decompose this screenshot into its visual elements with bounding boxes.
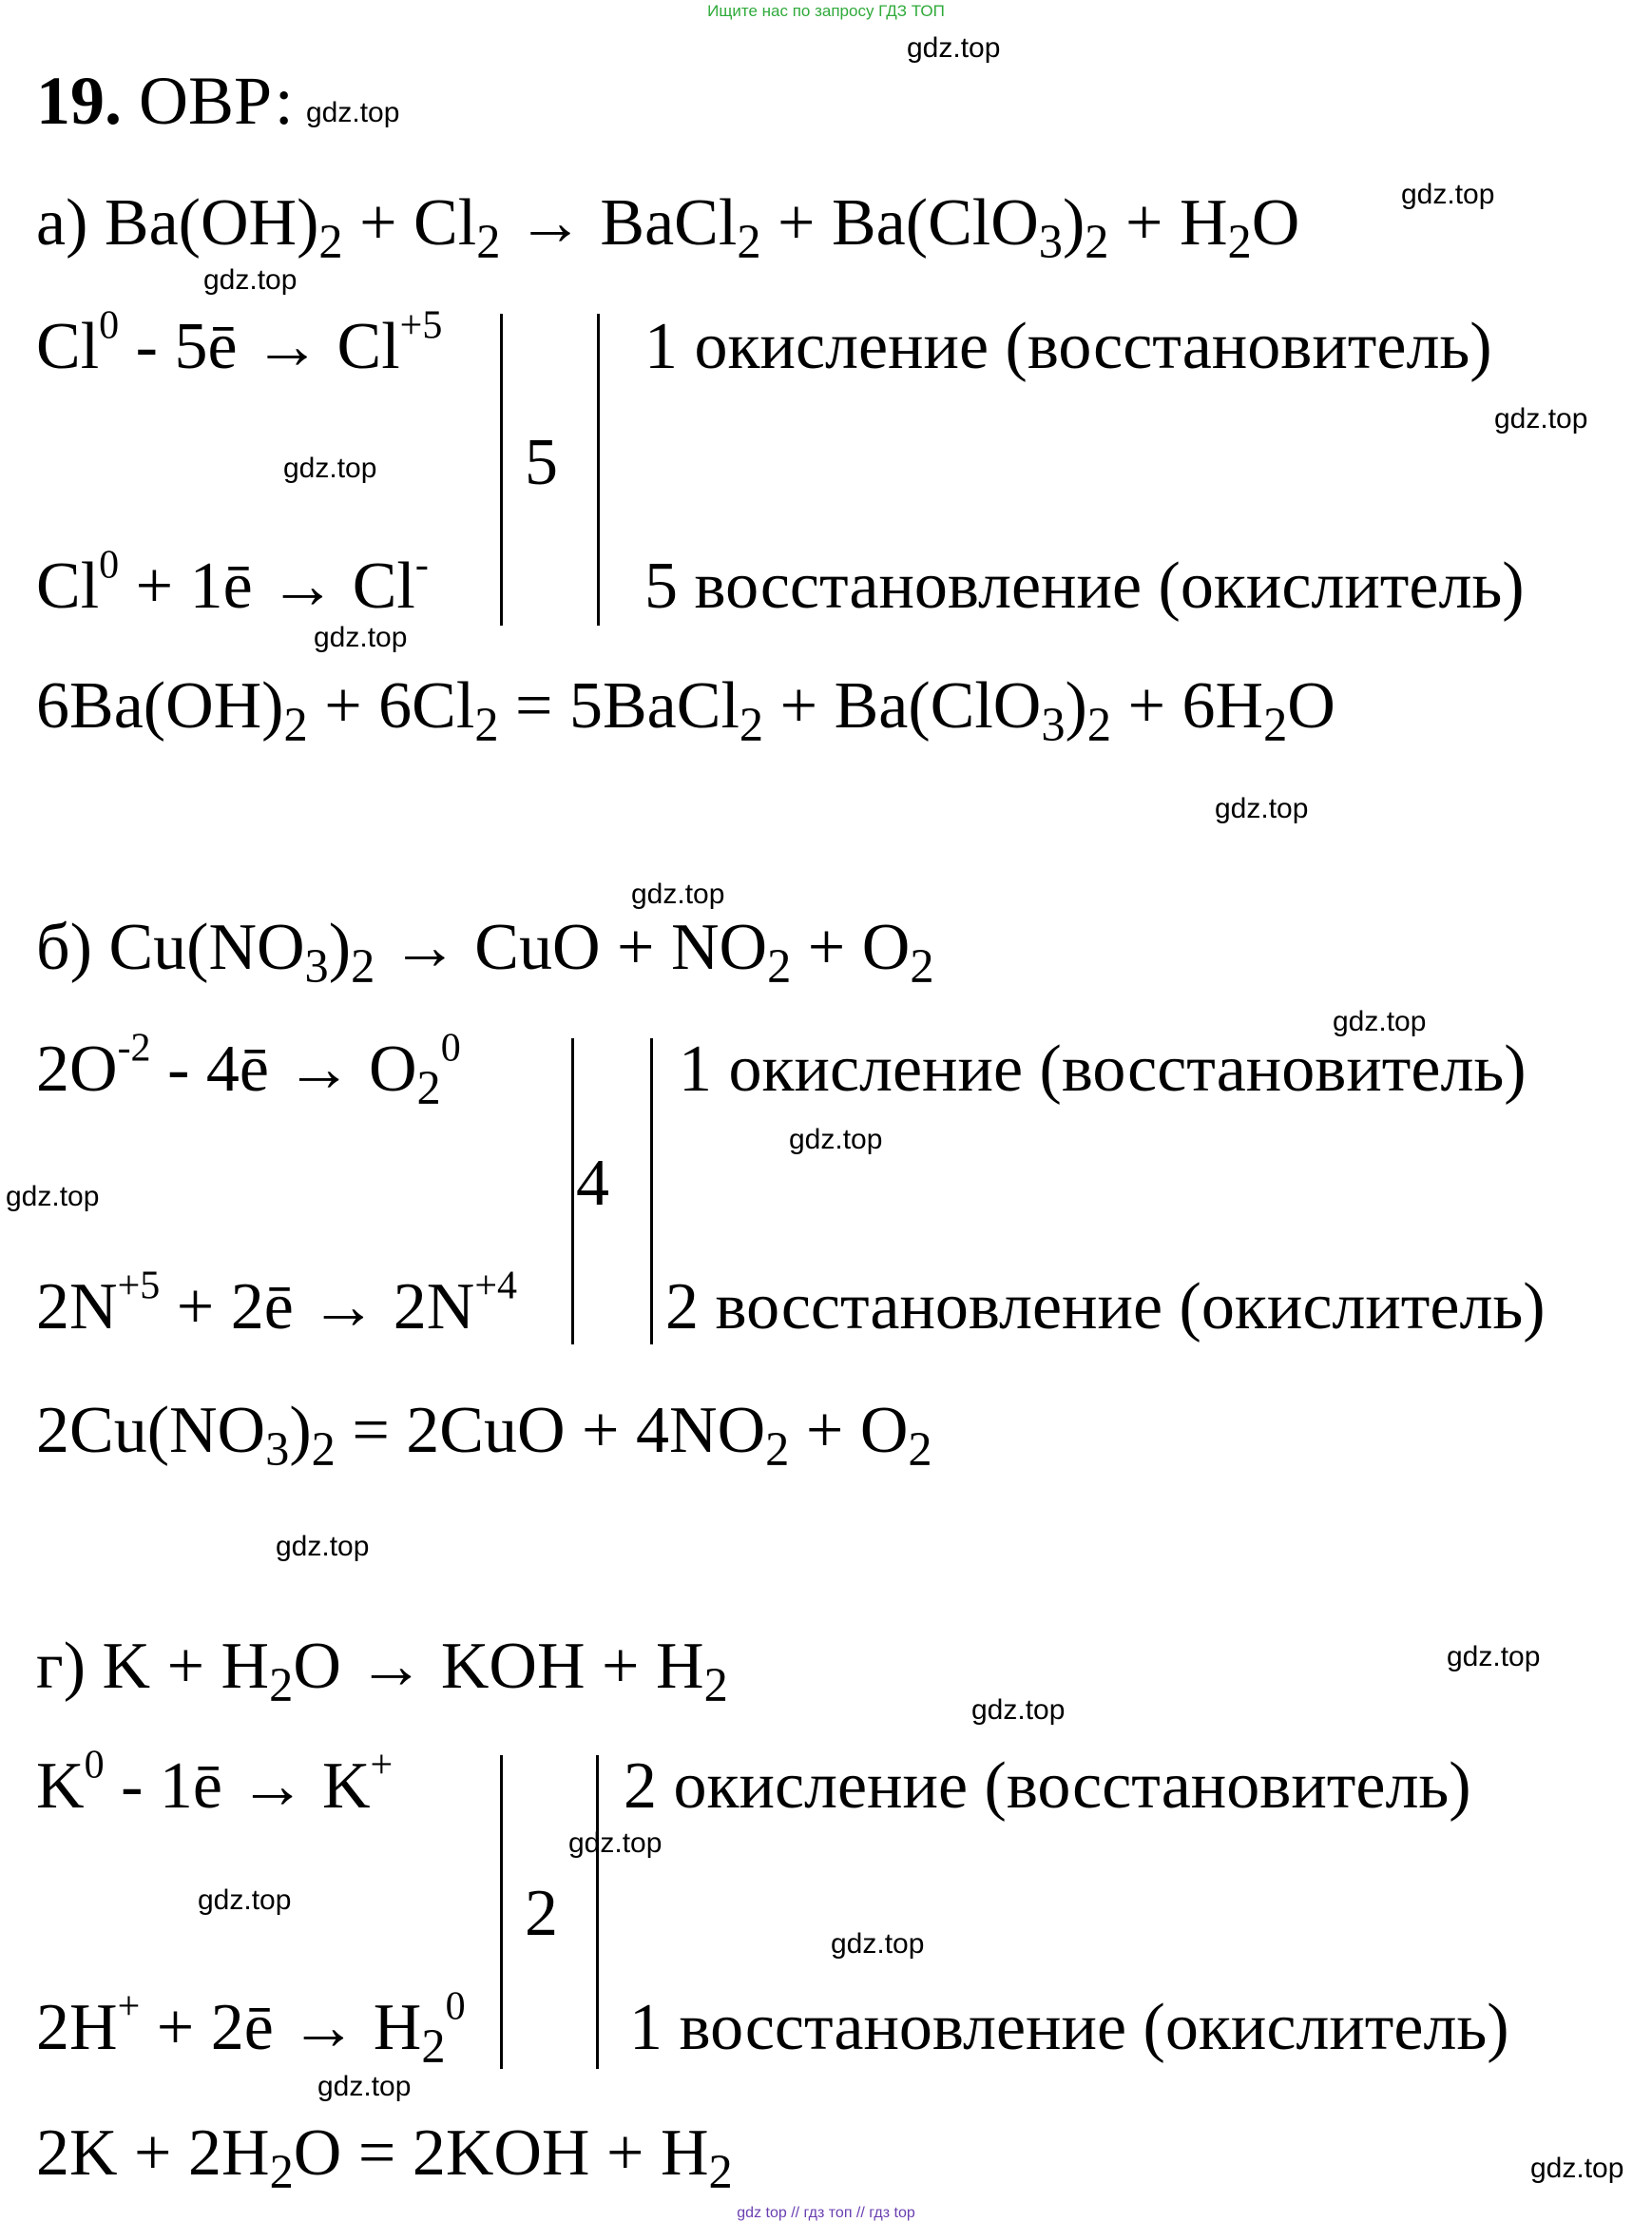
balanced-equation-g: $2K + 2H_2O = 2KOH + H_2$ (36, 2116, 733, 2199)
watermark: gdz.top (276, 1531, 370, 1562)
watermark: gdz.top (306, 97, 400, 128)
role-g1: 2 окисление (восстановитель) (624, 1749, 1471, 1823)
watermark: gdz.top (314, 622, 408, 653)
watermark: gdz.top (631, 879, 725, 910)
watermark: gdz.top (1333, 1006, 1427, 1037)
watermark: gdz.top (198, 1884, 292, 1916)
balance-bar-left-a (500, 314, 503, 626)
half-reaction-g1: $K^0$ - 1ē → K+ (36, 1743, 394, 1823)
electron-lcm-b: 4 (576, 1147, 609, 1220)
balance-bar-left-g (500, 1755, 503, 2069)
search-banner: Ищите нас по запросу ГДЗ ТОП (707, 2, 945, 20)
balance-bar-right-g (596, 1755, 599, 2069)
balanced-equation-a: $6Ba(OH)_2 + 6Cl_2$ = 5BaCl$_2$ + $Ba(ClO_3)_2 + 6H_2O$ (36, 669, 1335, 752)
role-a2: 5 восстановление (окислитель) (644, 550, 1525, 623)
electron-lcm-a: 5 (525, 426, 558, 499)
watermark: gdz.top (1401, 179, 1495, 210)
footer-links: gdz top // гдз топ // гдз top (737, 2205, 915, 2221)
balance-bar-right-a (597, 314, 600, 626)
watermark: gdz.top (1215, 793, 1309, 824)
watermark: gdz.top (283, 453, 377, 484)
watermark: gdz.top (971, 1694, 1066, 1726)
reaction-b: б) $Cu(NO_3)_2$ → CuO + $NO_2 + O_2$ (36, 911, 934, 994)
page-title (36, 63, 294, 139)
part-label-b: б) (36, 911, 92, 984)
balance-bar-left-b (571, 1038, 574, 1344)
watermark: gdz.top (789, 1124, 883, 1155)
half-reaction-g2: 2H+ + 2ē → $H_2^0$ (36, 1984, 466, 2074)
role-b2: 2 восстановление (окислитель) (665, 1270, 1546, 1343)
exercise-number: 19. (36, 63, 122, 139)
watermark: gdz.top (831, 1928, 925, 1960)
half-reaction-a1: Cl$^0$ - 5ē → $Cl^{+5}$ (36, 303, 443, 383)
watermark: gdz.top (1530, 2153, 1624, 2184)
balanced-equation-b: $2Cu(NO_3)_2 = 2CuO + 4NO_2 + O_2$ (36, 1394, 932, 1477)
watermark: gdz.top (203, 264, 298, 296)
role-b1: 1 окисление (восстановитель) (679, 1033, 1527, 1106)
reaction-g: г) $K + H_2O$ → KOH + $H_2$ (36, 1630, 728, 1712)
part-label-g: г) (36, 1630, 86, 1703)
watermark: gdz.top (1494, 403, 1588, 435)
watermark: gdz.top (317, 2071, 412, 2102)
half-reaction-b1: $2O^{-2}$ - 4ē → $O_2^0$ (36, 1026, 461, 1115)
role-a1: 1 окисление (восстановитель) (644, 310, 1492, 383)
exercise-topic: ОВР: (139, 63, 294, 139)
part-label-a: а) (36, 186, 88, 260)
watermark: gdz.top (907, 32, 1001, 64)
watermark: gdz.top (6, 1181, 100, 1212)
watermark: gdz.top (568, 1827, 663, 1859)
reaction-a: а) $Ba(OH)_2 + Cl_2$ → BaCl$_2$ + $Ba(ClO_3)_2 + H_2O$ (36, 186, 1300, 269)
role-g2: 1 восстановление (окислитель) (629, 1991, 1509, 2064)
watermark: gdz.top (1447, 1641, 1541, 1672)
balance-bar-right-b (650, 1038, 653, 1344)
half-reaction-b2: $2N^{+5}$ + 2ē → $2N^{+4}$ (36, 1264, 518, 1343)
electron-lcm-g: 2 (525, 1877, 558, 1950)
half-reaction-a2: $Cl^0$ + 1ē → Cl- (36, 543, 429, 623)
